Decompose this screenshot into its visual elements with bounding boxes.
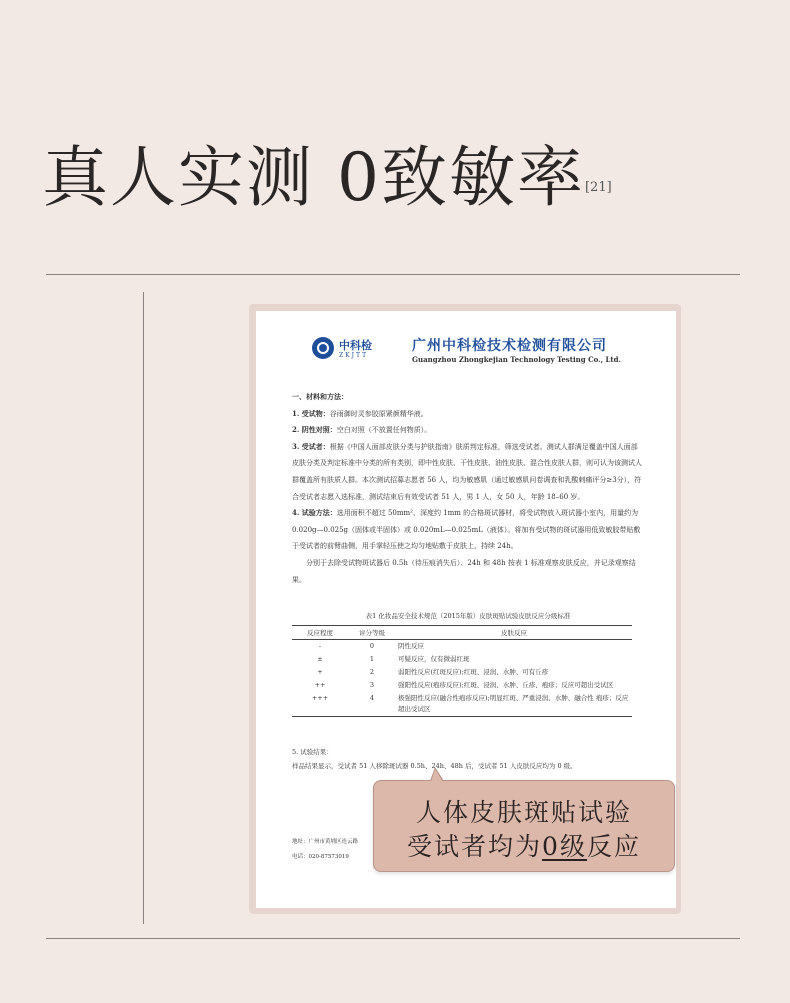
item-negative-control: 2. 阴性对照：空白对照（不放置任何物质）。 [292,425,432,435]
results-heading: 5. 试验结果： [292,748,333,756]
report-body [292,389,644,588]
logo-text-cn: 中科检 [339,339,372,352]
item-subjects: 3. 受试者：根据《中国人面部皮肤分类与护肤指南》肤质判定标准，筛选受试者。测试人群满足覆盖中国人面部皮肤分类及判定标准中分类的所有类别，即中性皮肤、干性皮肤、油性皮肤、混合性皮肤人群，则可认为该测试人群覆盖所有肤质人群。本次测试招募志愿者 56 人，均为敏感肌（通过敏感肌问卷调查和乳酸刺痛评分≥3分），符合受试者志愿入选标准，测试结束后有效受试者 51 人，男 1 人，女 50 人，年龄 18–60 岁。 [292,441,642,501]
callout-line-2: 受试者均为0级反应 [407,832,641,861]
section-heading: 一、材料和方法： [292,392,348,401]
callout-line-1: 人体皮肤斑贴试验 [415,798,632,827]
top-divider [46,274,740,275]
company-name-en: Guangzhou Zhongkejian Technology Testing Co., Ltd. [412,355,621,364]
report-footer [292,835,358,865]
vertical-divider [143,292,144,924]
page-title: 真人实测 0致敏率[21] [42,139,612,216]
company-logo-icon [312,337,334,359]
company-phone: 电话：020-87573019 [292,854,349,860]
company-name-cn: 广州中科检技术检测有限公司 [412,338,607,354]
table-header: 反应程度 [292,626,348,640]
table-header: 皮肤反应 [396,626,632,640]
result-callout [373,780,675,872]
table-row: +++ 4 极强阳性反应(融合性疱疹反应);明显红斑、严重浸润、水肿、融合性 疱疹；反应超出受试区 [292,692,632,717]
item-test-substance: 1. 受试物：谷雨御时灵参胶原紧颜精华液。 [292,408,428,418]
table-header: 评分等级 [348,626,396,640]
company-address: 地址：广州市黄埔区连云路 [292,839,359,845]
test-results [292,745,644,773]
logo-text-en: ZKJTT [339,352,369,359]
table-title: 表1 化妆品安全技术规范（2015年版）皮肤斑贴试验皮肤反应分级标准 [365,612,571,620]
zero-grade-highlight: 0级 [542,832,587,861]
table-row: - 0 阴性反应 [318,642,424,650]
reference-mark: [21] [584,180,612,195]
reaction-grading-table [292,625,632,717]
item-method: 4. 试验方法：选用面积不超过 50mm²、深度约 1mm 的合格斑试器材，将受试物放入斑试器小室内，用量约为 0.020g—0.025g（固体或半固体）或 0.020mL—0.025mL（液体）。将加有受试物的斑试器用低致敏胶带贴敷于受试者的前臂曲侧，用手掌轻压使之均匀地贴敷于皮肤上，持续 24h。 [292,508,641,551]
bottom-divider [46,938,740,939]
table-row: ± 1 可疑反应，仅有微弱红斑 [317,655,470,663]
item-method-observation: 分别于去除受试物斑试器后 0.5h（待压痕消失后）、24h 和 48h 按表 1 标准观察皮肤反应，并记录观察结果。 [292,558,636,584]
table-row: + 2 弱阳性反应(红斑反应);红斑、浸润、水肿、可有丘疹 [317,668,549,676]
table-row: ++ 3 强阳性反应(疱疹反应);红斑、浸润、水肿、丘疹、疱疹；反应可超出受试区 [314,681,614,689]
results-text: 样品结果显示，受试者 51 人移除斑试器 0.5h、24h、48h 后，受试者 51 人皮肤反应均为 0 级。 [292,762,577,770]
report-header [312,335,652,371]
